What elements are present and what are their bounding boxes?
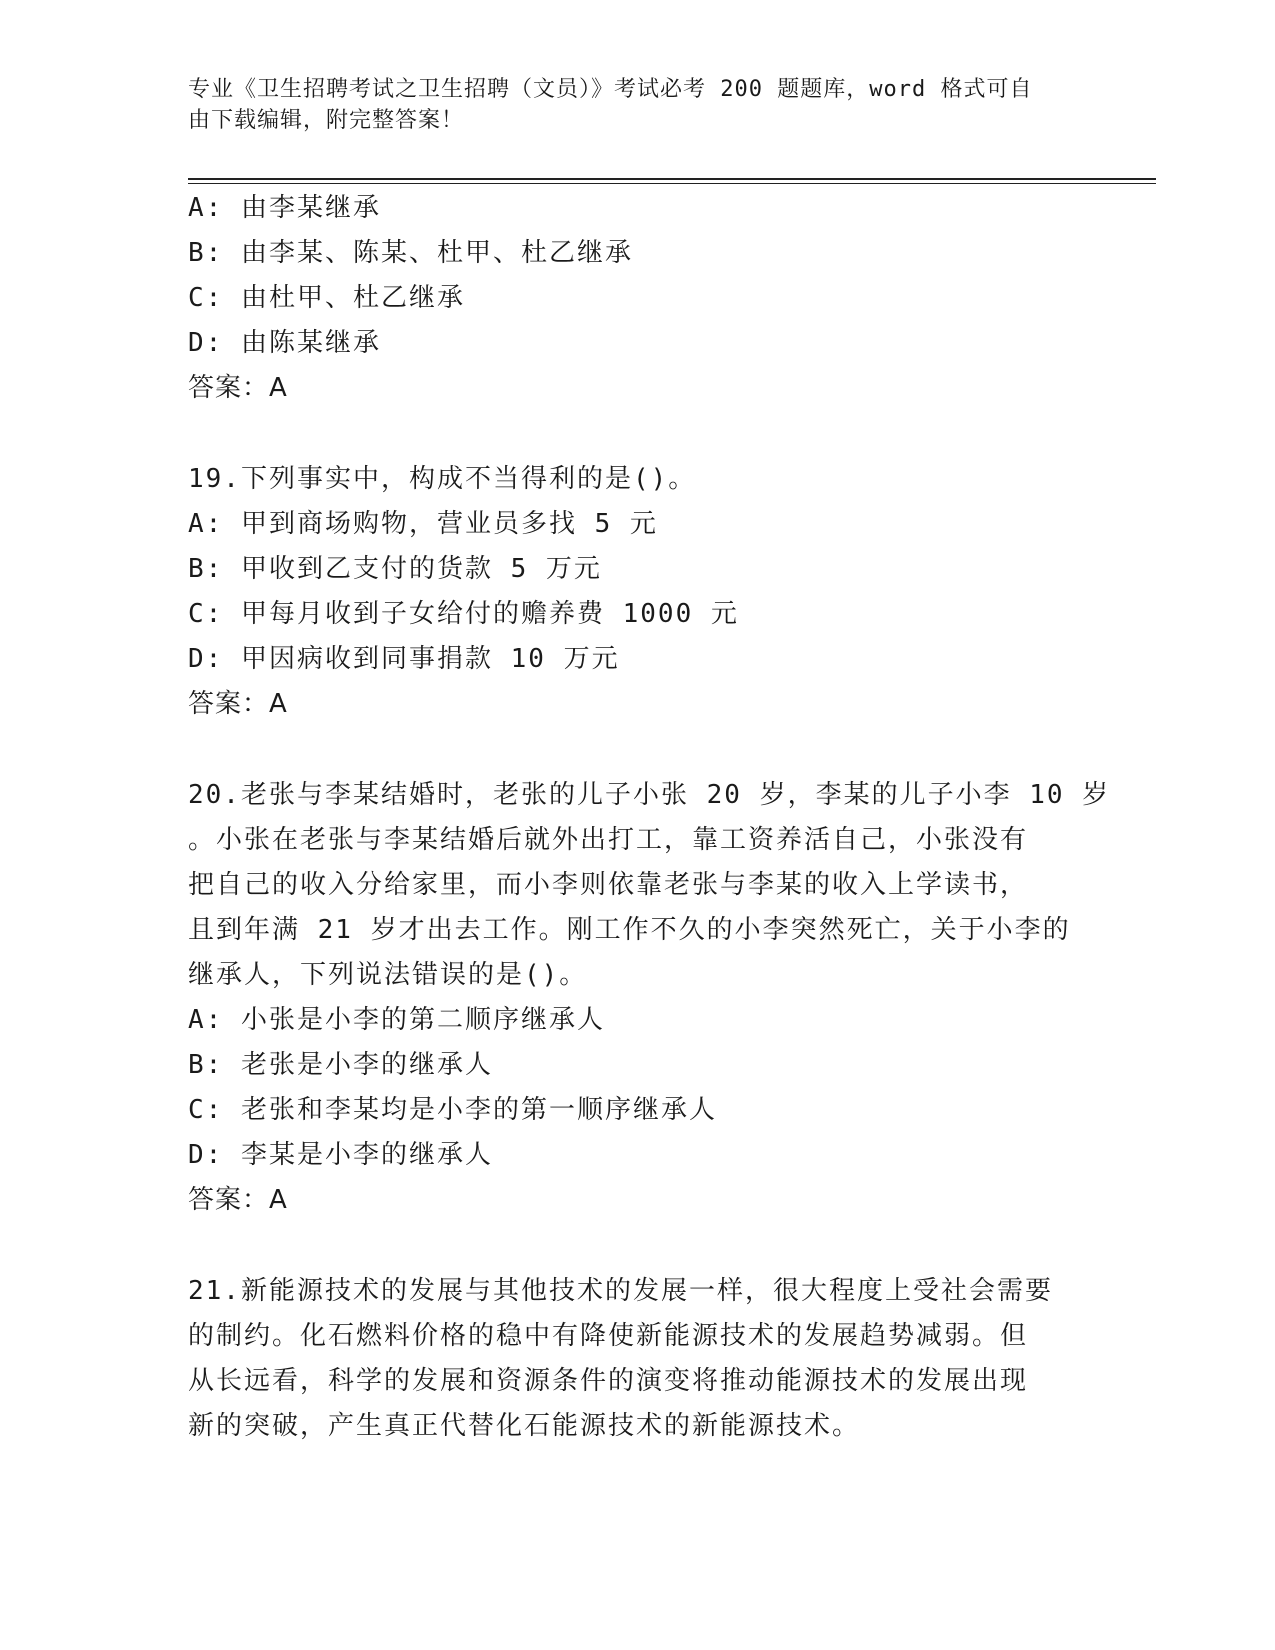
q18-option-a: A: 由李某继承 (188, 193, 381, 223)
q19-option-a: A: 甲到商场购物，营业员多找 5 元 (188, 509, 658, 539)
q19-question: 19.下列事实中，构成不当得利的是()。 (188, 464, 697, 494)
q21-question-line-2: 的制约。化石燃料价格的稳中有降使新能源技术的发展趋势减弱。但 (188, 1321, 1029, 1351)
header-rule-thick (188, 178, 1156, 180)
q20-option-c: C: 老张和李某均是小李的第一顺序继承人 (188, 1095, 717, 1125)
q20-option-a: A: 小张是小李的第二顺序继承人 (188, 1005, 605, 1035)
q20-question-line-4: 且到年满 21 岁才出去工作。刚工作不久的小李突然死亡，关于小李的 (188, 915, 1071, 945)
q20-question-line-2: 。小张在老张与李某结婚后就外出打工，靠工资养活自己，小张没有 (188, 825, 1029, 855)
q21-question-line-1: 21.新能源技术的发展与其他技术的发展一样，很大程度上受社会需要 (188, 1276, 1053, 1306)
header-line-2: 由下载编辑，附完整答案！ (188, 108, 465, 133)
header-line-1: 专业《卫生招聘考试之卫生招聘（文员）》考试必考 200 题题库，word 格式可自 (188, 77, 1033, 102)
q20-option-d: D: 李某是小李的继承人 (188, 1140, 493, 1170)
q19-option-c: C: 甲每月收到子女给付的赡养费 1000 元 (188, 599, 739, 629)
q21-question-line-4: 新的突破，产生真正代替化石能源技术的新能源技术。 (188, 1411, 861, 1441)
q18-option-d: D: 由陈某继承 (188, 328, 381, 358)
q20-question-line-3: 把自己的收入分给家里，而小李则依靠老张与李某的收入上学读书， (188, 870, 1029, 900)
q18-answer: 答案：A (188, 373, 288, 403)
q20-answer: 答案：A (188, 1185, 288, 1215)
q19-option-d: D: 甲因病收到同事捐款 10 万元 (188, 644, 620, 674)
header-rule-thin (188, 183, 1156, 184)
q20-question-line-5: 继承人，下列说法错误的是()。 (188, 960, 588, 990)
q19-option-b: B: 甲收到乙支付的货款 5 万元 (188, 554, 602, 584)
q20-option-b: B: 老张是小李的继承人 (188, 1050, 493, 1080)
q18-option-b: B: 由李某、陈某、杜甲、杜乙继承 (188, 238, 633, 268)
q19-answer: 答案：A (188, 689, 288, 719)
q21-question-line-3: 从长远看，科学的发展和资源条件的演变将推动能源技术的发展出现 (188, 1366, 1029, 1396)
document-header (188, 74, 1068, 136)
q20-question-line-1: 20.老张与李某结婚时，老张的儿子小张 20 岁，李某的儿子小李 10 岁 (188, 780, 1111, 810)
q18-option-c: C: 由杜甲、杜乙继承 (188, 283, 465, 313)
